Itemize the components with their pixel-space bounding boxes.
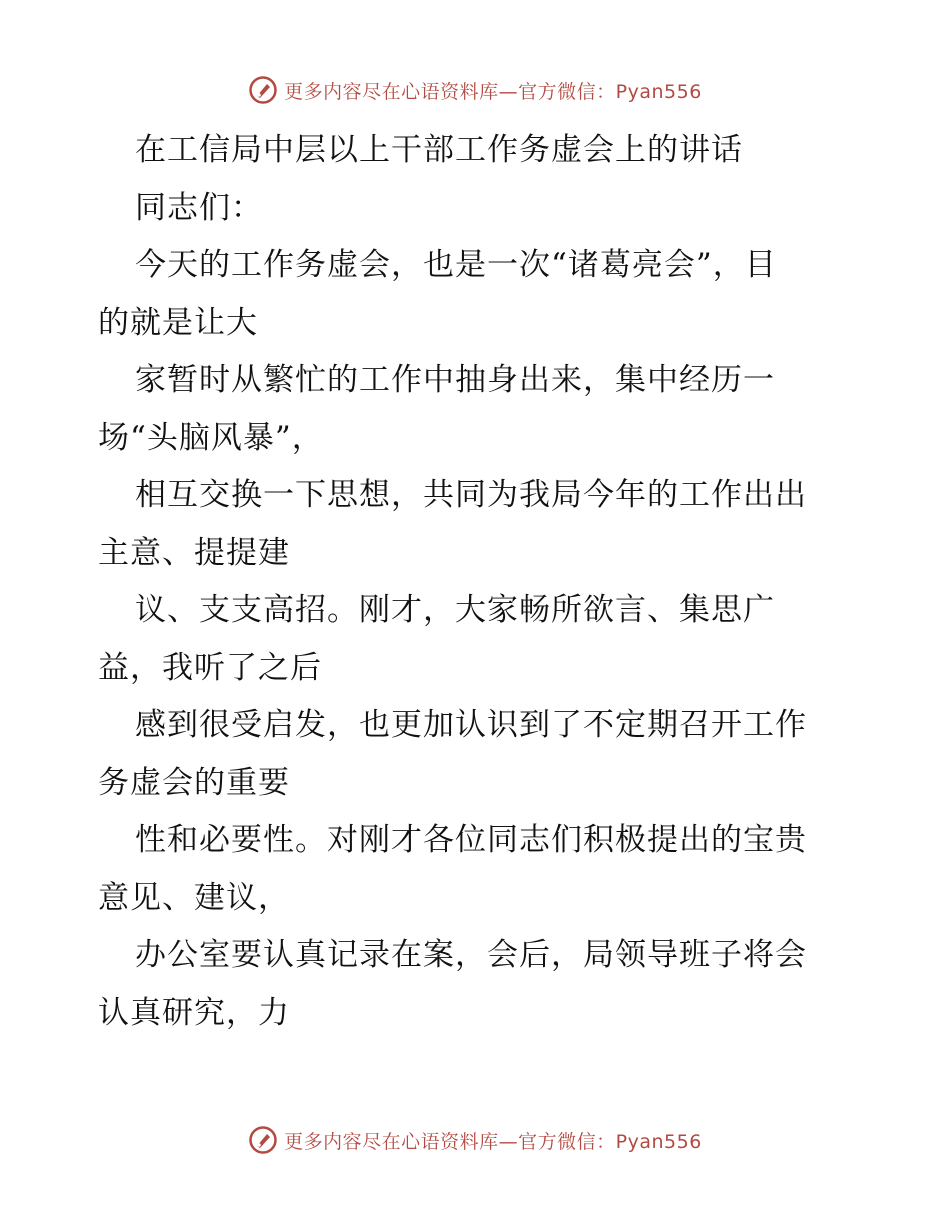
document-line-7: 相互交换一下思想，共同为我局今年的工作出出 — [135, 477, 807, 513]
document-line-12: 务虚会的重要 — [98, 764, 290, 801]
header-banner-text: 更多内容尽在心语资料库—官方微信：Pyan556 — [284, 80, 702, 103]
footer-banner — [0, 1120, 950, 1160]
header-banner — [0, 70, 950, 110]
document-line-4: 的就是让大 — [98, 304, 258, 341]
document-line-6: 场“头脑风暴”， — [98, 419, 324, 456]
document-line-11: 感到很受启发，也更加认识到了不定期召开工作 — [135, 707, 807, 743]
pen-nib-circle-icon — [248, 75, 278, 105]
document-line-10: 益，我听了之后 — [98, 649, 322, 686]
document-line-15: 办公室要认真记录在案，会后，局领导班子将会 — [135, 937, 807, 973]
document-body — [98, 122, 858, 1042]
document-line-14: 意见、建议， — [98, 879, 290, 916]
document-line-5: 家暂时从繁忙的工作中抽身出来，集中经历一 — [135, 362, 775, 398]
document-line-8: 主意、提提建 — [98, 534, 290, 571]
footer-banner-text: 更多内容尽在心语资料库—官方微信：Pyan556 — [284, 1130, 702, 1153]
document-line-13: 性和必要性。对刚才各位同志们积极提出的宝贵 — [135, 822, 807, 858]
document-line-9: 议、支支高招。刚才，大家畅所欲言、集思广 — [135, 592, 775, 628]
document-line-2: 同志们： — [135, 189, 263, 226]
pen-nib-circle-icon — [248, 1125, 278, 1155]
document-line-16: 认真研究，力 — [98, 994, 290, 1031]
document-line-1: 在工信局中层以上干部工作务虚会上的讲话 — [135, 132, 743, 168]
document-line-3: 今天的工作务虚会，也是一次“诸葛亮会”，目 — [135, 247, 777, 283]
